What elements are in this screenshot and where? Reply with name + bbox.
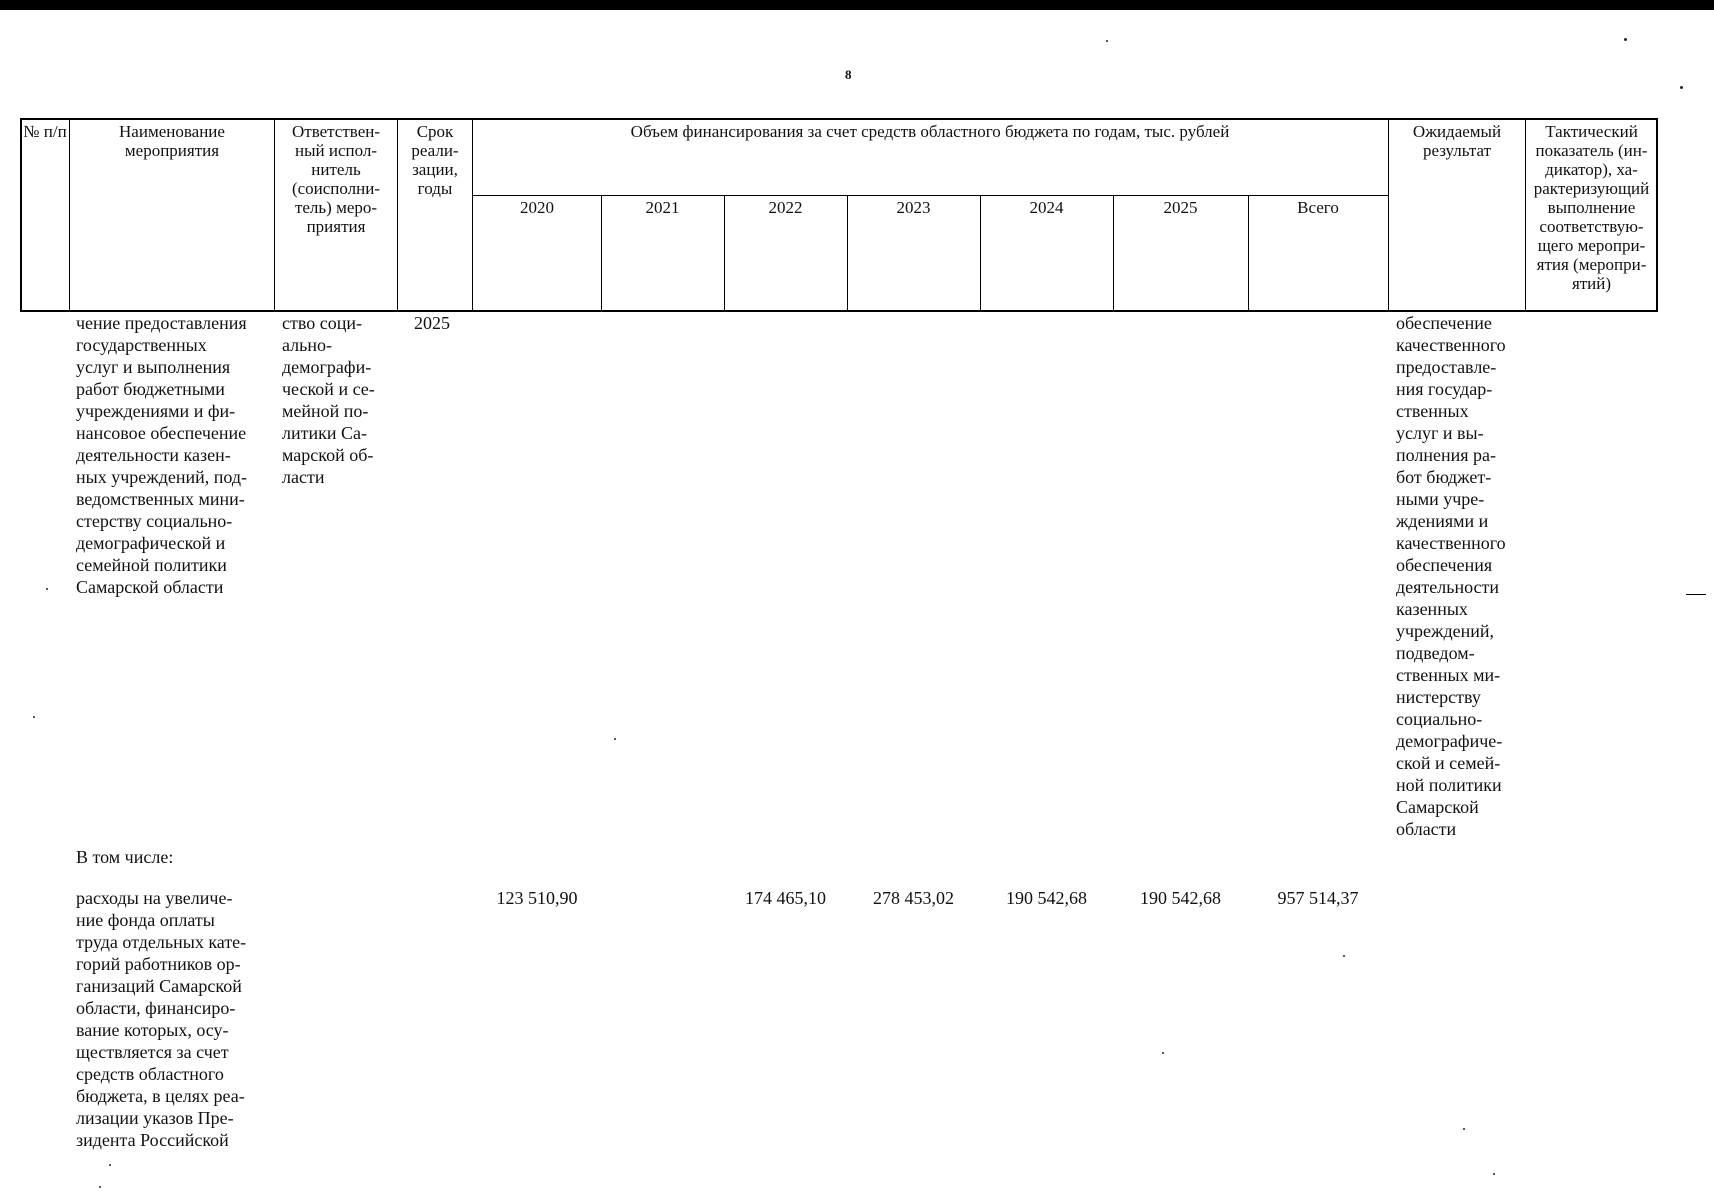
- header-year-2025: 2025: [1163, 198, 1198, 217]
- value-2025: 190 542,68: [1140, 888, 1221, 908]
- scan-top-border: [0, 0, 1714, 10]
- value-2024: 190 542,68: [1006, 888, 1087, 908]
- row-main-term: 2025: [414, 313, 450, 333]
- header-year-2023: 2023: [896, 198, 931, 217]
- row-main-executor: ство соци- ально- демографи- ческой и се- мейной по- литики Са- марской об- ласти: [282, 313, 375, 487]
- header-name: Наименование мероприятия: [119, 122, 225, 160]
- header-total: Всего: [1297, 198, 1339, 217]
- value-2023: 278 453,02: [873, 888, 954, 908]
- value-2020: 123 510,90: [496, 888, 578, 908]
- header-year-2022: 2022: [768, 198, 803, 217]
- value-total: 957 514,37: [1277, 888, 1359, 908]
- header-financing: Объем финансирования за счет средств областного бюджета по годам, тыс. рублей: [630, 122, 1230, 141]
- header-executor: Ответствен-ный испол-нитель (соисполни-тель) меро-приятия: [291, 122, 381, 236]
- page-number: 8: [845, 67, 852, 82]
- value-2022: 174 465,10: [745, 888, 826, 908]
- header-year-2021: 2021: [645, 198, 680, 217]
- header-result: Ожидаемый результат: [1412, 122, 1502, 160]
- row-sub-name: расходы на увеличе- ние фонда оплаты труда отдельных кате- горий работников ор- ганизаций Самарской области, финансиро- вание которых, осу- ществляется за счет средств областного бюджета, в целях реа- лизации указов Пре- зидента Российской: [76, 888, 247, 1150]
- header-num: № п/п: [23, 122, 67, 141]
- including-label: В том числе:: [76, 847, 174, 867]
- row-main-name: чение предоставления государственных услуг и выполнения работ бюджетными учреждениями и фи- нансовое обеспечение деятельности казен- ных учреждений, под- ведомственных мини- стерству социально- демографической и семейной политики Самарской области: [76, 313, 248, 597]
- header-year-2020: 2020: [520, 198, 554, 217]
- header-year-2024: 2024: [1029, 198, 1064, 217]
- header-term: Срок реали-зации, годы: [411, 122, 459, 198]
- row-main-result: обеспечение качественного предоставле- ния государ- ственных услуг и вы- полнения ра- бот бюджет- ными учре- ждениями и качественного обеспечения деятельности казенных учреждений, подведом- ственных ми- нистерству социально- демографиче- ской и семей- ной политики Самарской области: [1396, 313, 1506, 839]
- header-indicator: Тактический показатель (ин-дикатор), ха-рактеризующий выполнение соответствую-щего меропри-ятия (меропри-ятий): [1533, 122, 1650, 293]
